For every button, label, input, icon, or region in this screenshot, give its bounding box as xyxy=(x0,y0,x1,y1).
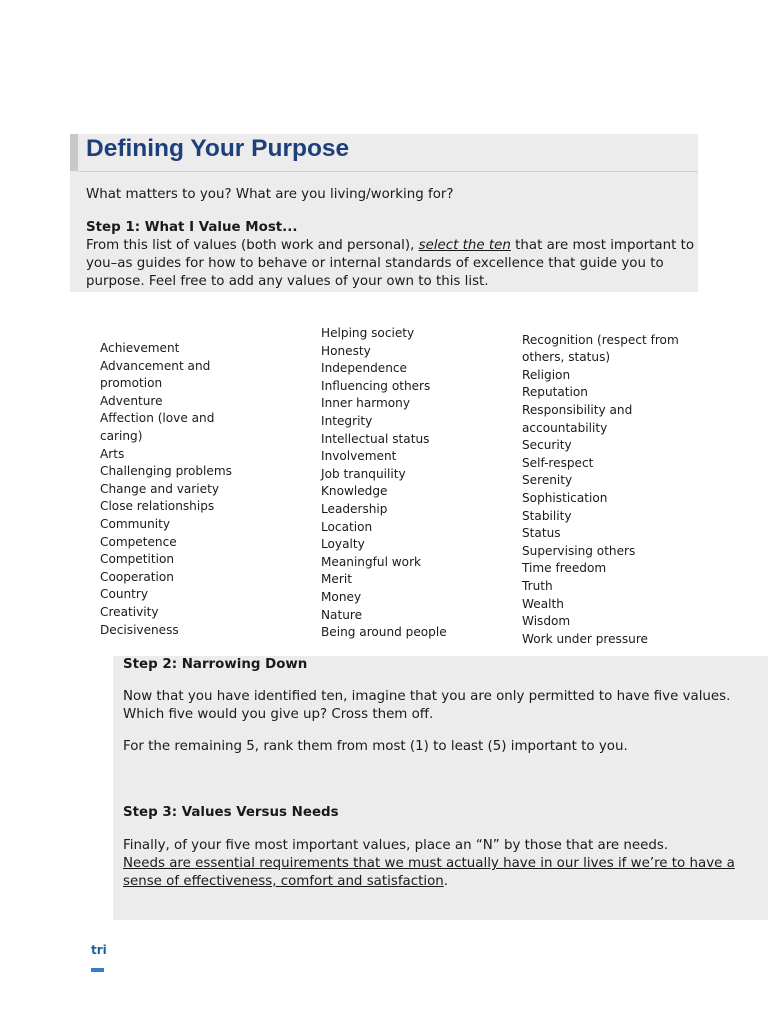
header-divider xyxy=(78,171,698,172)
select-the-ten-emphasis: select the ten xyxy=(418,238,511,253)
footer-link[interactable]: tri xyxy=(91,943,107,957)
needs-definition-end: . xyxy=(443,874,449,889)
intro-text: What matters to you? What are you living/working for? xyxy=(86,187,454,202)
value-item: Advancement and promotion xyxy=(100,358,211,391)
step2-heading: Step 2: Narrowing Down xyxy=(123,657,308,672)
value-item: Supervising others xyxy=(522,543,636,558)
value-item: Honesty xyxy=(321,343,371,358)
value-item: Leadership xyxy=(321,501,388,516)
step1-body-start: From this list of values (both work and personal), xyxy=(86,238,419,253)
value-item: Recognition (respect from others, status) xyxy=(522,332,679,365)
value-item: Responsibility and accountability xyxy=(522,402,633,435)
value-item: Influencing others xyxy=(321,378,431,393)
value-item: Serenity xyxy=(522,473,573,488)
value-item: Competence xyxy=(100,534,177,549)
value-item: Achievement xyxy=(100,341,180,355)
value-item: Challenging problems xyxy=(100,464,232,479)
page-title: Defining Your Purpose xyxy=(86,135,350,162)
value-item: Country xyxy=(100,587,149,602)
value-item: Decisiveness xyxy=(100,622,179,637)
value-item: Self-respect xyxy=(522,455,594,470)
step1-heading: Step 1: What I Value Most... xyxy=(86,220,298,235)
value-item: Cooperation xyxy=(100,569,174,584)
header-accent-bar xyxy=(70,134,78,171)
value-item: Involvement xyxy=(321,449,397,464)
value-item: Independence xyxy=(321,361,408,376)
value-item: Location xyxy=(321,519,373,534)
value-item: Loyalty xyxy=(321,537,365,552)
value-item: Security xyxy=(522,438,572,453)
value-item: Intellectual status xyxy=(321,431,430,446)
value-item: Stability xyxy=(522,508,572,523)
step2-paragraph-1: Now that you have identified ten, imagine that you are only permitted to have five values. Which five would you give up? Cross them off. xyxy=(123,689,731,722)
value-item: Change and variety xyxy=(100,481,219,496)
value-item: Merit xyxy=(321,572,352,587)
value-item: Inner harmony xyxy=(321,396,410,411)
value-item: Close relationships xyxy=(100,499,215,514)
value-item: Knowledge xyxy=(321,484,388,499)
step3-heading: Step 3: Values Versus Needs xyxy=(123,805,339,820)
value-item: Time freedom xyxy=(522,561,607,576)
value-item: Status xyxy=(522,526,561,541)
step3-paragraph-1: Finally, of your five most important values, place an “N” by those that are needs. xyxy=(123,838,669,853)
step1-body xyxy=(86,237,698,291)
value-item: Money xyxy=(321,589,362,604)
value-item: Nature xyxy=(321,607,363,622)
value-item: Sophistication xyxy=(522,490,608,505)
step3-paragraph-2 xyxy=(123,855,753,891)
value-item: Wealth xyxy=(522,596,564,611)
value-item: Integrity xyxy=(321,413,373,428)
step1-body-end: that are most important to you–as guides for how to behave or internal standards of excellence that guide you to purpose. Feel free to add any values of your own to this list. xyxy=(86,238,695,289)
value-item: Reputation xyxy=(522,385,588,400)
list-spacer xyxy=(522,314,692,332)
value-item: Being around people xyxy=(321,625,447,640)
values-list-column-2 xyxy=(321,325,491,640)
value-item: Affection (love and caring) xyxy=(100,411,215,443)
value-item: Helping society xyxy=(321,326,415,340)
values-list-column-3 xyxy=(522,314,692,646)
value-item: Truth xyxy=(522,578,553,593)
value-item: Meaningful work xyxy=(321,554,422,569)
value-item: Wisdom xyxy=(522,614,571,629)
step2-paragraph-2: For the remaining 5, rank them from most (1) to least (5) important to you. xyxy=(123,739,628,754)
value-item: Job tranquility xyxy=(321,466,406,481)
value-item: Community xyxy=(100,516,170,531)
value-item: Creativity xyxy=(100,604,159,619)
needs-definition: Needs are essential requirements that we must actually have in our lives if we’re to have a sense of effectiveness, comfort and satisfaction xyxy=(123,856,735,889)
value-item: Religion xyxy=(522,367,571,382)
value-item: Arts xyxy=(100,446,125,461)
value-item: Competition xyxy=(100,552,175,567)
footer-indicator xyxy=(91,968,104,972)
value-item: Work under pressure xyxy=(522,631,648,646)
value-item: Adventure xyxy=(100,393,163,408)
